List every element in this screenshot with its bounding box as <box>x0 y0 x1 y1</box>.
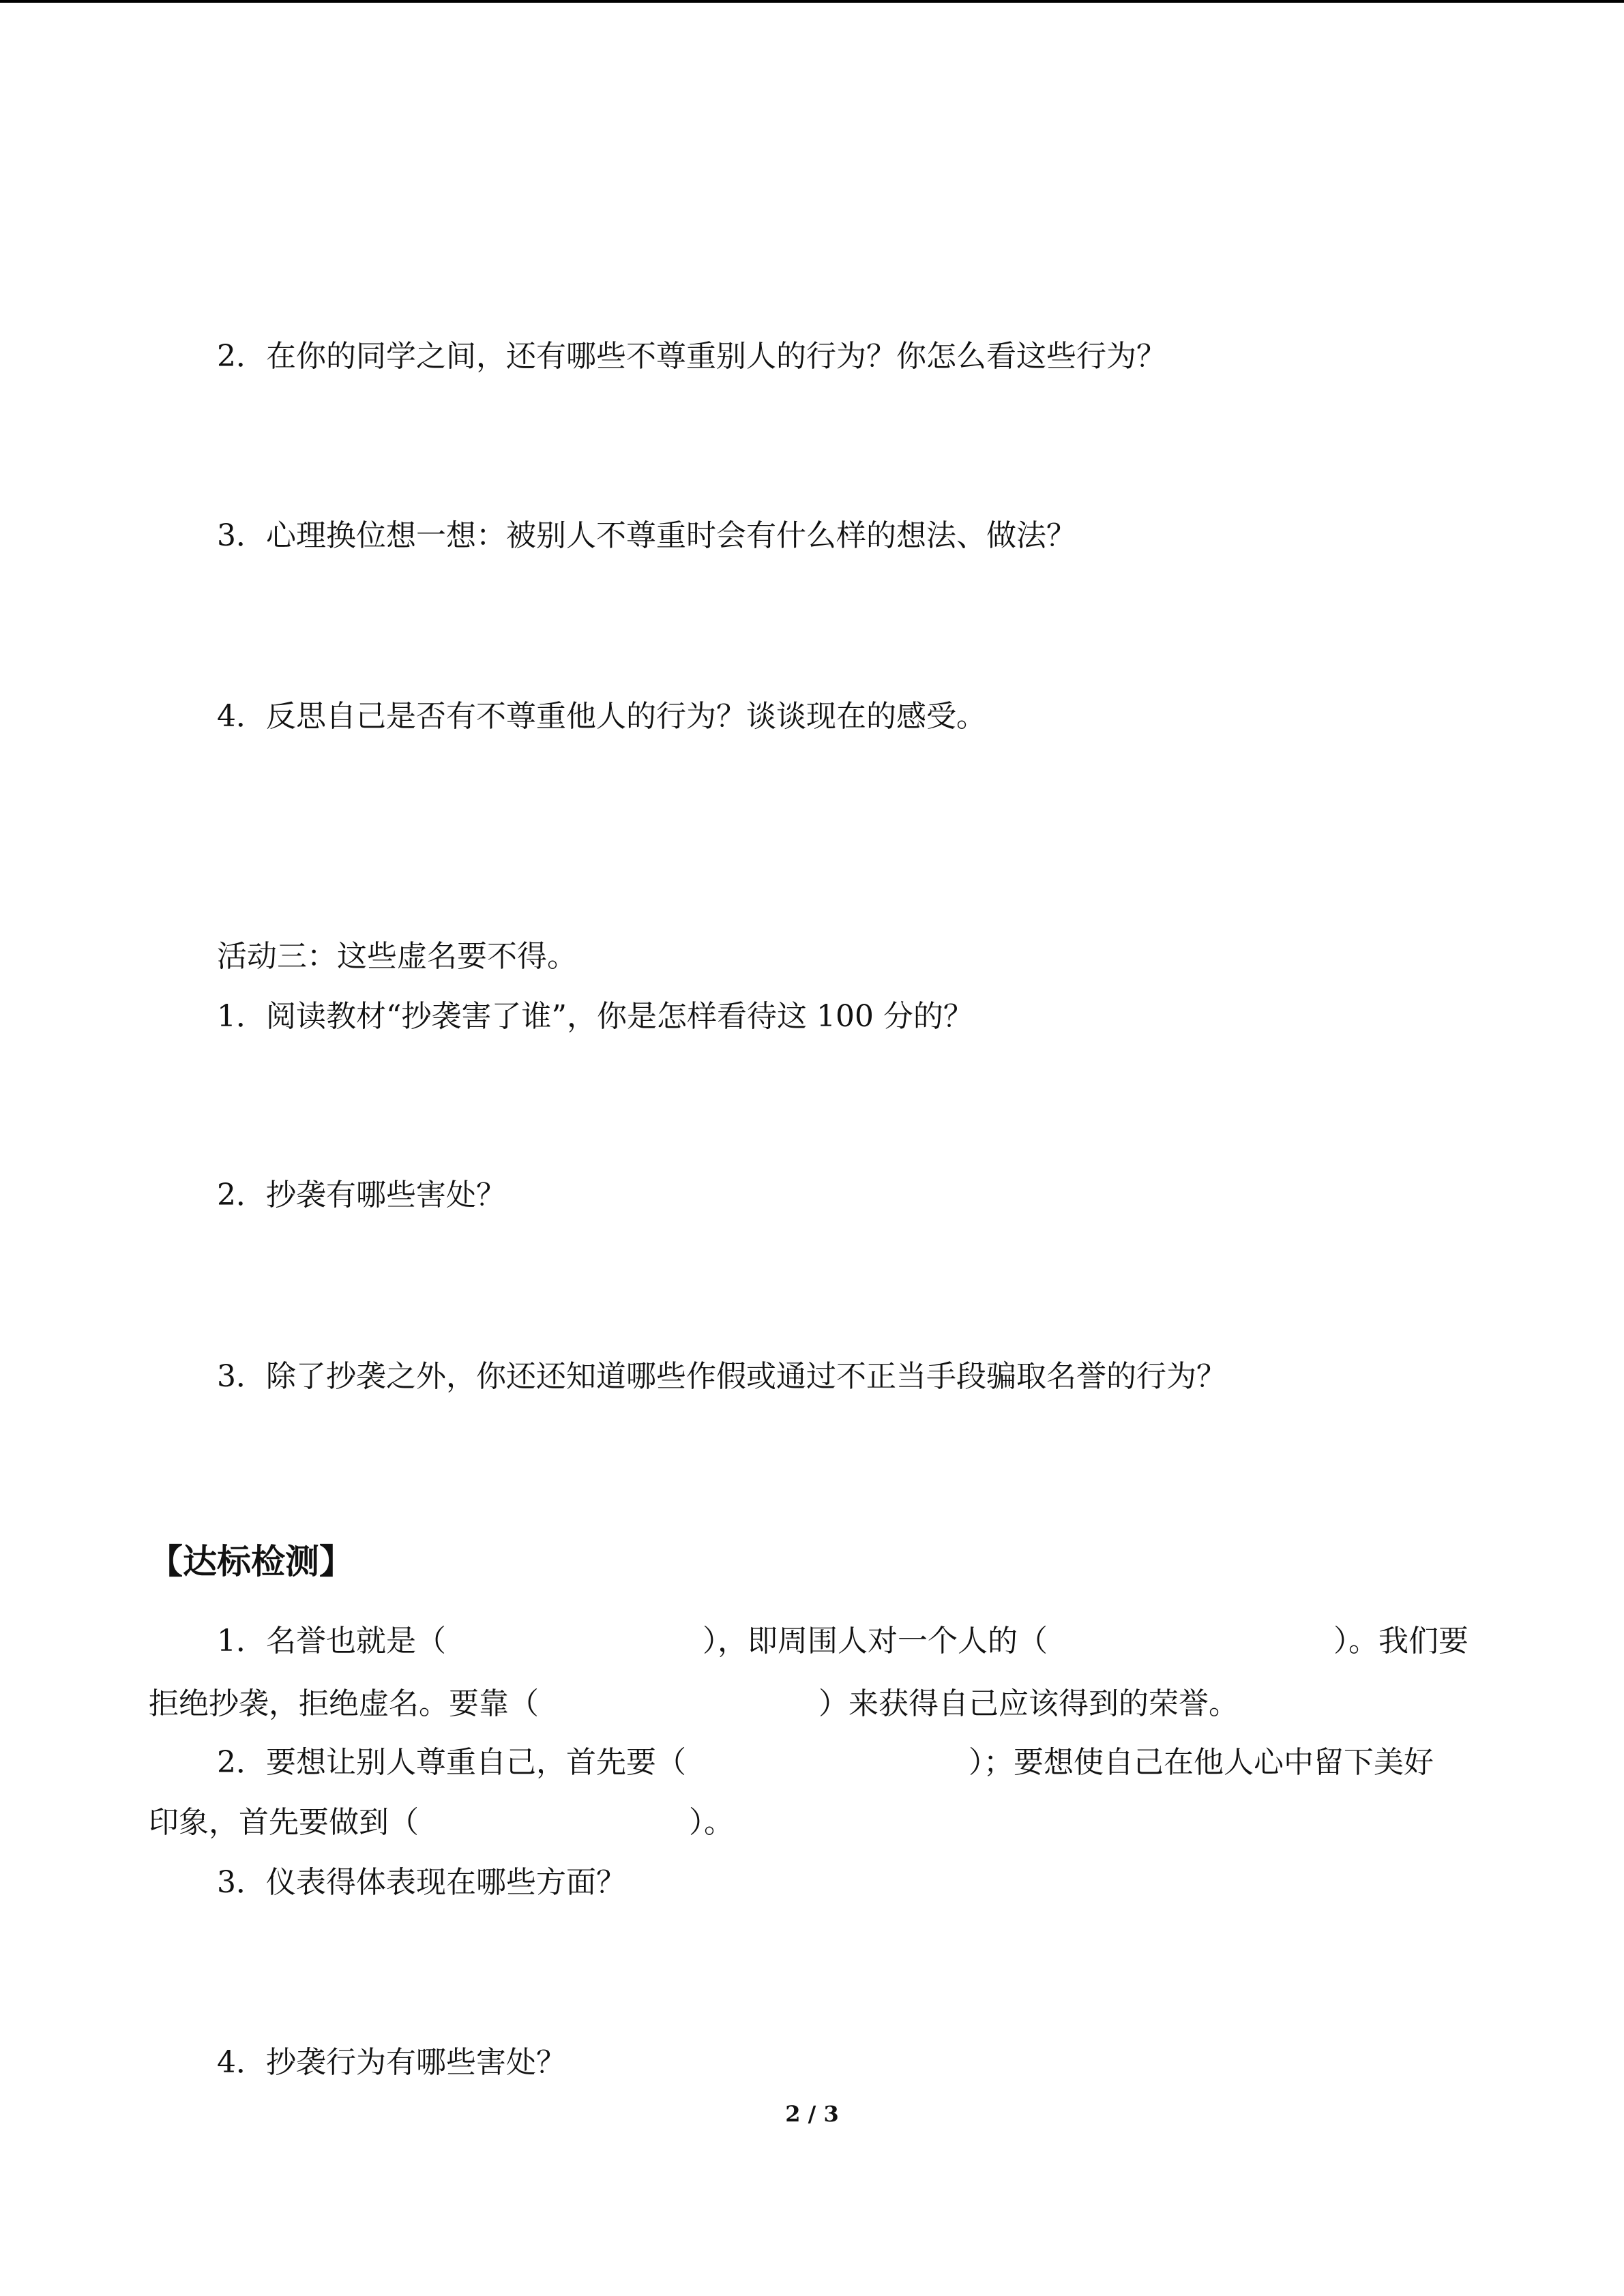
activity2-question-2: 2．在你的同学之间，还有哪些不尊重别人的行为？你怎么看这些行为？ <box>217 339 1166 374</box>
top-border-line <box>0 0 1624 3</box>
activity3-question-1: 1．阅读教材“抄袭害了谁”，你是怎样看待这 100 分的？ <box>217 999 973 1034</box>
activity2-question-4: 4．反思自己是否有不尊重他人的行为？谈谈现在的感受。 <box>217 699 986 734</box>
assessment-q1-line2-part-a: 拒绝抄袭，拒绝虚名。要靠（ <box>149 1686 539 1721</box>
assessment-q1-line1-part-a: 1．名誉也就是（ <box>217 1624 446 1658</box>
activity3-question-2: 2．抄袭有哪些害处？ <box>217 1178 506 1212</box>
assessment-q2-line2-part-b: ）。 <box>689 1805 734 1840</box>
page-number: 2 / 3 <box>785 2101 839 2127</box>
activity3-title: 活动三：这些虚名要不得。 <box>217 939 577 974</box>
assessment-q2-line2-part-a: 印象，首先要做到（ <box>149 1805 419 1840</box>
activity3-question-3: 3．除了抄袭之外，你还还知道哪些作假或通过不正当手段骗取名誉的行为？ <box>217 1359 1226 1394</box>
assessment-question-4: 4．抄袭行为有哪些害处？ <box>217 2045 566 2080</box>
assessment-q1-line2-part-b: ）来获得自己应该得到的荣誉。 <box>818 1686 1239 1721</box>
activity2-question-3: 3．心理换位想一想：被别人不尊重时会有什么样的想法、做法？ <box>217 518 1076 553</box>
assessment-question-3: 3．仪表得体表现在哪些方面？ <box>217 1865 626 1900</box>
assessment-heading: 【达标检测】 <box>149 1542 353 1581</box>
assessment-q1-line1-part-c: ）。我们要 <box>1333 1624 1468 1658</box>
assessment-q1-line1-part-b: ），即周围人对一个人的（ <box>703 1624 1048 1658</box>
assessment-q2-line1-part-b: ）；要想使自己在他人心中留下美好 <box>969 1745 1434 1780</box>
assessment-q2-line1-part-a: 2．要想让别人尊重自己，首先要（ <box>217 1745 686 1780</box>
